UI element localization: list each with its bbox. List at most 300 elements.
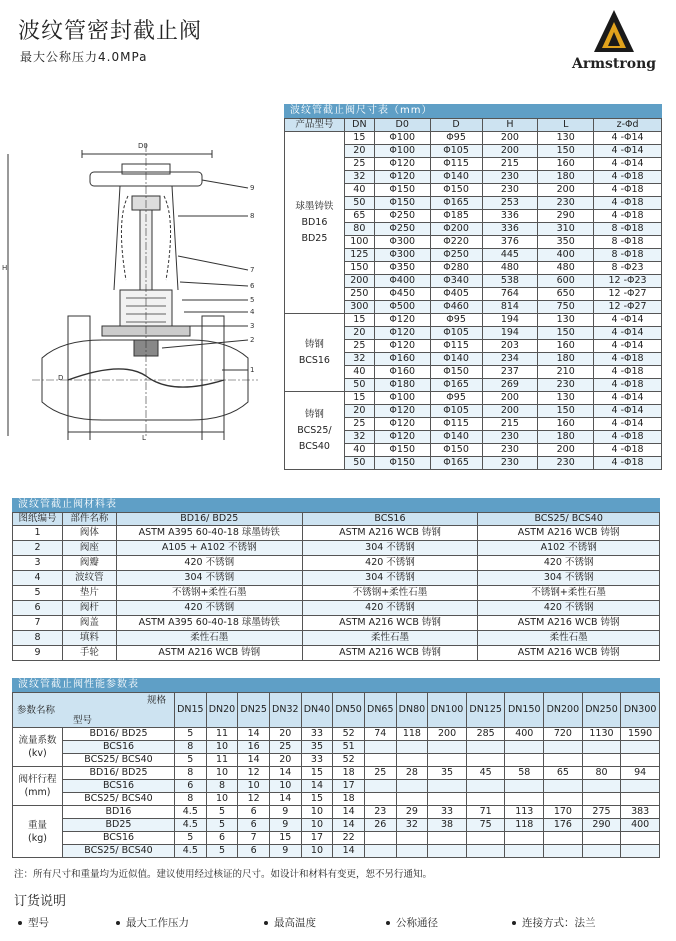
table-cell: 80 <box>344 223 374 236</box>
table-cell: 8 -Φ18 <box>594 223 662 236</box>
material-table-caption: 波纹管截止阀材料表 <box>12 498 660 512</box>
table-cell: 304 不锈钢 <box>302 571 478 586</box>
table-cell: 45 <box>466 767 505 780</box>
table-row <box>285 392 662 405</box>
column-header: DN25 <box>238 693 270 728</box>
table-cell <box>544 780 583 793</box>
table-cell: 4 -Φ18 <box>594 379 662 392</box>
table-cell: Φ300 <box>374 249 430 262</box>
table-cell: 14 <box>238 728 270 741</box>
table-cell: 40 <box>344 366 374 379</box>
order-item-temperature: 最高温度 <box>264 915 316 930</box>
table-cell: Φ150 <box>430 444 482 457</box>
table-cell: Φ140 <box>430 353 482 366</box>
table-cell: 304 不锈钢 <box>116 571 302 586</box>
table-cell: 420 不锈钢 <box>116 556 302 571</box>
performance-table <box>12 692 660 858</box>
table-cell: 20 <box>344 145 374 158</box>
table-cell: 18 <box>333 767 365 780</box>
column-header: 图纸编号 <box>13 513 63 526</box>
table-cell: 230 <box>482 184 538 197</box>
column-header: DN65 <box>364 693 396 728</box>
table-cell: Φ150 <box>430 366 482 379</box>
table-cell <box>428 780 467 793</box>
table-cell: Φ150 <box>374 444 430 457</box>
table-cell: 25 <box>344 340 374 353</box>
table-cell: 12 -Φ23 <box>594 275 662 288</box>
table-cell: 6 <box>238 806 270 819</box>
table-cell <box>364 845 396 858</box>
table-cell: 304 不锈钢 <box>302 541 478 556</box>
table-cell: 2 <box>13 541 63 556</box>
column-header: DN <box>344 119 374 132</box>
table-cell: 14 <box>333 819 365 832</box>
drawing-label-3: 3 <box>250 322 255 330</box>
table-cell: Φ150 <box>374 197 430 210</box>
table-cell: 阀盖 <box>62 616 116 631</box>
table-cell <box>582 741 621 754</box>
table-cell: 58 <box>505 767 544 780</box>
column-header: 部件名称 <box>62 513 116 526</box>
table-cell: Φ100 <box>374 132 430 145</box>
table-cell: 420 不锈钢 <box>116 601 302 616</box>
table-cell: Φ115 <box>430 418 482 431</box>
table-cell: 310 <box>538 223 594 236</box>
table-row <box>13 780 660 793</box>
table-cell: Φ120 <box>374 327 430 340</box>
column-header: DN100 <box>428 693 467 728</box>
corner-label-size: 规格 <box>146 695 166 706</box>
drawing-label-7: 7 <box>250 266 255 274</box>
bullet-icon <box>18 921 22 925</box>
table-cell: Φ450 <box>374 288 430 301</box>
table-cell: Φ95 <box>430 392 482 405</box>
table-cell: 4 -Φ18 <box>594 210 662 223</box>
table-cell: 4.5 <box>175 806 207 819</box>
table-cell: 不锈钢+柔性石墨 <box>478 586 660 601</box>
table-cell: 65 <box>344 210 374 223</box>
table-cell: 8 <box>206 780 238 793</box>
table-row <box>13 741 660 754</box>
table-cell: 180 <box>538 171 594 184</box>
table-cell: 215 <box>482 158 538 171</box>
table-cell: Φ120 <box>374 405 430 418</box>
table-cell: 18 <box>333 793 365 806</box>
table-cell: 11 <box>206 728 238 741</box>
drawing-label-h: H <box>2 264 8 272</box>
dimension-table <box>284 118 662 470</box>
dimension-table-section <box>284 104 662 470</box>
table-cell: Φ250 <box>374 210 430 223</box>
table-cell: 32 <box>396 819 428 832</box>
table-cell: 柔性石墨 <box>302 631 478 646</box>
table-cell: 285 <box>466 728 505 741</box>
table-cell: 8 -Φ23 <box>594 262 662 275</box>
table-cell <box>621 741 660 754</box>
column-header: DN200 <box>544 693 583 728</box>
table-cell: 33 <box>301 754 333 767</box>
group-name-cell <box>285 132 345 314</box>
table-cell: 50 <box>344 197 374 210</box>
table-cell: 4 -Φ14 <box>594 314 662 327</box>
table-cell: Φ165 <box>430 457 482 470</box>
group-name-line: (kg) <box>28 832 47 844</box>
order-item-pressure: 最大工作压力 <box>116 915 189 930</box>
table-cell: ASTM A216 WCB 铸钢 <box>302 616 478 631</box>
table-cell <box>466 793 505 806</box>
table-cell: Φ165 <box>430 379 482 392</box>
table-cell: Φ150 <box>374 457 430 470</box>
table-row <box>13 832 660 845</box>
table-cell: 200 <box>482 145 538 158</box>
table-cell: 8 <box>175 767 207 780</box>
table-cell: 250 <box>344 288 374 301</box>
table-cell: 65 <box>544 767 583 780</box>
table-cell: 8 -Φ18 <box>594 236 662 249</box>
table-cell <box>396 780 428 793</box>
table-cell: 420 不锈钢 <box>302 556 478 571</box>
table-cell: 10 <box>301 806 333 819</box>
table-row <box>13 586 660 601</box>
table-cell: 8 <box>13 631 63 646</box>
table-cell: 20 <box>344 405 374 418</box>
table-cell: ASTM A216 WCB 铸钢 <box>302 646 478 661</box>
table-cell: 12 -Φ27 <box>594 288 662 301</box>
table-cell: 50 <box>344 379 374 392</box>
table-cell: Φ120 <box>374 431 430 444</box>
table-cell: Φ120 <box>374 418 430 431</box>
table-cell: 125 <box>344 249 374 262</box>
table-cell <box>582 845 621 858</box>
table-cell: 11 <box>206 754 238 767</box>
table-cell: 4 -Φ18 <box>594 366 662 379</box>
table-row <box>13 819 660 832</box>
group-name-line: BD16 <box>301 216 328 228</box>
model-cell: BCS25/ BCS40 <box>63 754 175 767</box>
table-cell: 不锈钢+柔性石墨 <box>302 586 478 601</box>
model-cell: BCS16 <box>63 780 175 793</box>
order-item-model: 型号 <box>18 915 49 930</box>
table-row <box>13 601 660 616</box>
table-cell: 1 <box>13 526 63 541</box>
table-cell: 1130 <box>582 728 621 741</box>
corner-header-cell <box>13 693 175 728</box>
table-cell: 4 -Φ14 <box>594 145 662 158</box>
group-name-line: 球墨铸铁 <box>295 200 334 212</box>
table-row <box>13 728 660 741</box>
table-cell: 51 <box>333 741 365 754</box>
table-cell: 150 <box>344 262 374 275</box>
table-cell: 4 -Φ14 <box>594 132 662 145</box>
table-row <box>13 631 660 646</box>
table-cell <box>505 780 544 793</box>
drawing-label-5: 5 <box>250 296 255 304</box>
table-cell <box>364 754 396 767</box>
table-cell: 230 <box>538 379 594 392</box>
table-cell: 650 <box>538 288 594 301</box>
table-cell: 14 <box>333 806 365 819</box>
model-cell: BCS25/ BCS40 <box>63 793 175 806</box>
drawing-label-l: L <box>142 434 146 440</box>
table-cell: 8 <box>175 741 207 754</box>
table-cell <box>544 754 583 767</box>
drawing-label-1: 1 <box>250 366 255 374</box>
table-cell: 35 <box>428 767 467 780</box>
group-name-cell <box>13 767 63 806</box>
table-cell: 14 <box>269 793 301 806</box>
table-cell: Φ120 <box>374 171 430 184</box>
table-cell: Φ200 <box>430 223 482 236</box>
bullet-icon <box>264 921 268 925</box>
table-cell: 160 <box>538 418 594 431</box>
table-cell: 4 -Φ14 <box>594 405 662 418</box>
table-row <box>13 806 660 819</box>
group-name-line: BD25 <box>301 232 328 244</box>
table-header-row <box>13 513 660 526</box>
table-cell: 12 <box>238 793 270 806</box>
table-cell: 376 <box>482 236 538 249</box>
column-header: DN125 <box>466 693 505 728</box>
group-name-line: 流量系数 <box>18 735 57 746</box>
table-cell: 160 <box>538 340 594 353</box>
table-cell: 420 不锈钢 <box>478 556 660 571</box>
table-cell <box>396 741 428 754</box>
table-cell: 填料 <box>62 631 116 646</box>
table-cell: 15 <box>344 392 374 405</box>
table-cell: 336 <box>482 223 538 236</box>
model-cell: BCS16 <box>63 741 175 754</box>
table-cell: 4 -Φ18 <box>594 197 662 210</box>
table-cell <box>428 741 467 754</box>
table-row <box>13 616 660 631</box>
column-header: BCS16 <box>302 513 478 526</box>
table-cell <box>621 793 660 806</box>
table-cell: Φ500 <box>374 301 430 314</box>
table-cell: 4 -Φ14 <box>594 158 662 171</box>
table-cell: 52 <box>333 754 365 767</box>
table-cell: 400 <box>621 819 660 832</box>
table-cell: 6 <box>175 780 207 793</box>
table-header-row <box>285 119 662 132</box>
table-cell: 16 <box>238 741 270 754</box>
table-cell <box>364 793 396 806</box>
table-cell <box>364 832 396 845</box>
table-cell <box>621 780 660 793</box>
group-name-line: BCS25/ <box>297 424 332 436</box>
table-cell: 4 -Φ14 <box>594 418 662 431</box>
model-cell: BCS25/ BCS40 <box>63 845 175 858</box>
table-cell <box>582 780 621 793</box>
table-cell <box>396 754 428 767</box>
table-cell: 50 <box>344 457 374 470</box>
model-cell: BD16/ BD25 <box>63 728 175 741</box>
table-cell: 22 <box>333 832 365 845</box>
table-cell: 130 <box>538 392 594 405</box>
table-cell: 194 <box>482 314 538 327</box>
table-cell: 230 <box>482 171 538 184</box>
table-cell: 14 <box>269 767 301 780</box>
table-cell: 25 <box>344 418 374 431</box>
table-cell: 8 <box>175 793 207 806</box>
table-cell: 6 <box>13 601 63 616</box>
table-cell <box>466 780 505 793</box>
table-cell: 210 <box>538 366 594 379</box>
table-cell: Φ150 <box>430 184 482 197</box>
column-header: D <box>430 119 482 132</box>
table-cell: 269 <box>482 379 538 392</box>
model-cell: BD16/ BD25 <box>63 767 175 780</box>
group-name-cell <box>13 806 63 858</box>
table-cell: 336 <box>482 210 538 223</box>
table-cell: 阀体 <box>62 526 116 541</box>
table-cell: 118 <box>396 728 428 741</box>
table-cell: 阀瓣 <box>62 556 116 571</box>
table-cell: 4 -Φ18 <box>594 457 662 470</box>
table-cell: 71 <box>466 806 505 819</box>
column-header: D0 <box>374 119 430 132</box>
table-cell: 柔性石墨 <box>116 631 302 646</box>
table-cell: 15 <box>344 314 374 327</box>
table-cell: 4 -Φ14 <box>594 392 662 405</box>
table-cell: 14 <box>333 845 365 858</box>
drawing-label-6: 6 <box>250 282 255 290</box>
table-cell: 420 不锈钢 <box>302 601 478 616</box>
table-header-row <box>13 693 660 728</box>
table-row <box>13 793 660 806</box>
table-cell <box>621 832 660 845</box>
table-cell: 20 <box>269 728 301 741</box>
table-cell <box>505 832 544 845</box>
table-cell: 170 <box>544 806 583 819</box>
table-cell: 9 <box>13 646 63 661</box>
table-cell: 25 <box>364 767 396 780</box>
table-cell: A102 不锈钢 <box>478 541 660 556</box>
table-cell <box>396 793 428 806</box>
corner-label-model: 型号 <box>73 715 93 726</box>
table-cell: 230 <box>482 444 538 457</box>
table-cell: 253 <box>482 197 538 210</box>
table-cell: Φ95 <box>430 314 482 327</box>
table-cell: 400 <box>505 728 544 741</box>
table-cell: 4 -Φ18 <box>594 184 662 197</box>
table-cell: 290 <box>582 819 621 832</box>
page-title: 波纹管密封截止阀 <box>18 19 203 44</box>
table-cell: 10 <box>301 845 333 858</box>
table-cell: 32 <box>344 171 374 184</box>
column-header: DN50 <box>333 693 365 728</box>
drawing-label-8: 8 <box>250 212 255 220</box>
material-table <box>12 512 660 661</box>
table-cell: 15 <box>344 132 374 145</box>
table-cell: 4 -Φ18 <box>594 353 662 366</box>
performance-table-caption: 波纹管截止阀性能参数表 <box>12 678 660 692</box>
column-header: DN250 <box>582 693 621 728</box>
table-cell: 5 <box>206 806 238 819</box>
table-cell: 304 不锈钢 <box>478 571 660 586</box>
table-cell: 4 -Φ14 <box>594 327 662 340</box>
table-cell: 20 <box>269 754 301 767</box>
table-cell: 9 <box>269 819 301 832</box>
table-cell: 4 -Φ18 <box>594 444 662 457</box>
table-cell: 12 -Φ27 <box>594 301 662 314</box>
table-cell: 160 <box>538 158 594 171</box>
column-header: DN40 <box>301 693 333 728</box>
table-cell: Φ160 <box>374 366 430 379</box>
table-cell: 5 <box>206 845 238 858</box>
table-cell: 4 -Φ14 <box>594 340 662 353</box>
table-cell: 9 <box>269 806 301 819</box>
table-cell: Φ100 <box>374 145 430 158</box>
table-cell: 6 <box>238 845 270 858</box>
table-cell: 5 <box>175 754 207 767</box>
table-cell: ASTM A216 WCB 铸钢 <box>116 646 302 661</box>
table-cell: Φ120 <box>374 158 430 171</box>
table-row <box>13 541 660 556</box>
table-cell: Φ95 <box>430 132 482 145</box>
table-cell: Φ460 <box>430 301 482 314</box>
table-cell: 33 <box>301 728 333 741</box>
table-cell: 52 <box>333 728 365 741</box>
table-cell: 波纹管 <box>62 571 116 586</box>
table-cell: 230 <box>482 457 538 470</box>
table-cell: 10 <box>238 780 270 793</box>
table-cell: 130 <box>538 314 594 327</box>
table-cell: 17 <box>301 832 333 845</box>
column-header: H <box>482 119 538 132</box>
table-cell: Φ280 <box>430 262 482 275</box>
table-cell: 100 <box>344 236 374 249</box>
column-header: L <box>538 119 594 132</box>
table-cell: 17 <box>333 780 365 793</box>
table-cell: 38 <box>428 819 467 832</box>
table-cell: 290 <box>538 210 594 223</box>
table-cell <box>621 754 660 767</box>
table-cell: 203 <box>482 340 538 353</box>
table-cell: 32 <box>344 353 374 366</box>
group-name-cell <box>285 392 345 470</box>
table-cell: 230 <box>538 457 594 470</box>
column-header: DN20 <box>206 693 238 728</box>
table-cell: 230 <box>538 197 594 210</box>
table-cell: 25 <box>344 158 374 171</box>
table-cell: 25 <box>269 741 301 754</box>
table-cell <box>505 793 544 806</box>
group-name-line: BCS16 <box>298 354 330 366</box>
table-cell: Φ105 <box>430 327 482 340</box>
drawing-label-d0: D0 <box>138 142 148 150</box>
table-cell <box>364 780 396 793</box>
table-cell: 5 <box>175 728 207 741</box>
table-cell: 130 <box>538 132 594 145</box>
table-cell: 40 <box>344 444 374 457</box>
group-name-cell <box>285 314 345 392</box>
table-cell: Φ300 <box>374 236 430 249</box>
table-cell: 80 <box>582 767 621 780</box>
table-cell: 215 <box>482 418 538 431</box>
table-cell: 32 <box>344 431 374 444</box>
group-name-line: 铸钢 <box>304 408 324 420</box>
column-header: DN80 <box>396 693 428 728</box>
table-cell: 垫片 <box>62 586 116 601</box>
drawing-label-9: 9 <box>250 184 255 192</box>
table-cell: Φ140 <box>430 171 482 184</box>
footnote: 注：所有尺寸和重量均为近似值。建议使用经过核证的尺寸。如设计和材料有变更，恕不另行通知。 <box>14 869 433 880</box>
table-cell: 26 <box>364 819 396 832</box>
table-cell: 10 <box>206 767 238 780</box>
table-cell: 14 <box>238 754 270 767</box>
order-title: 订货说明 <box>14 894 67 909</box>
table-cell: Φ180 <box>374 379 430 392</box>
